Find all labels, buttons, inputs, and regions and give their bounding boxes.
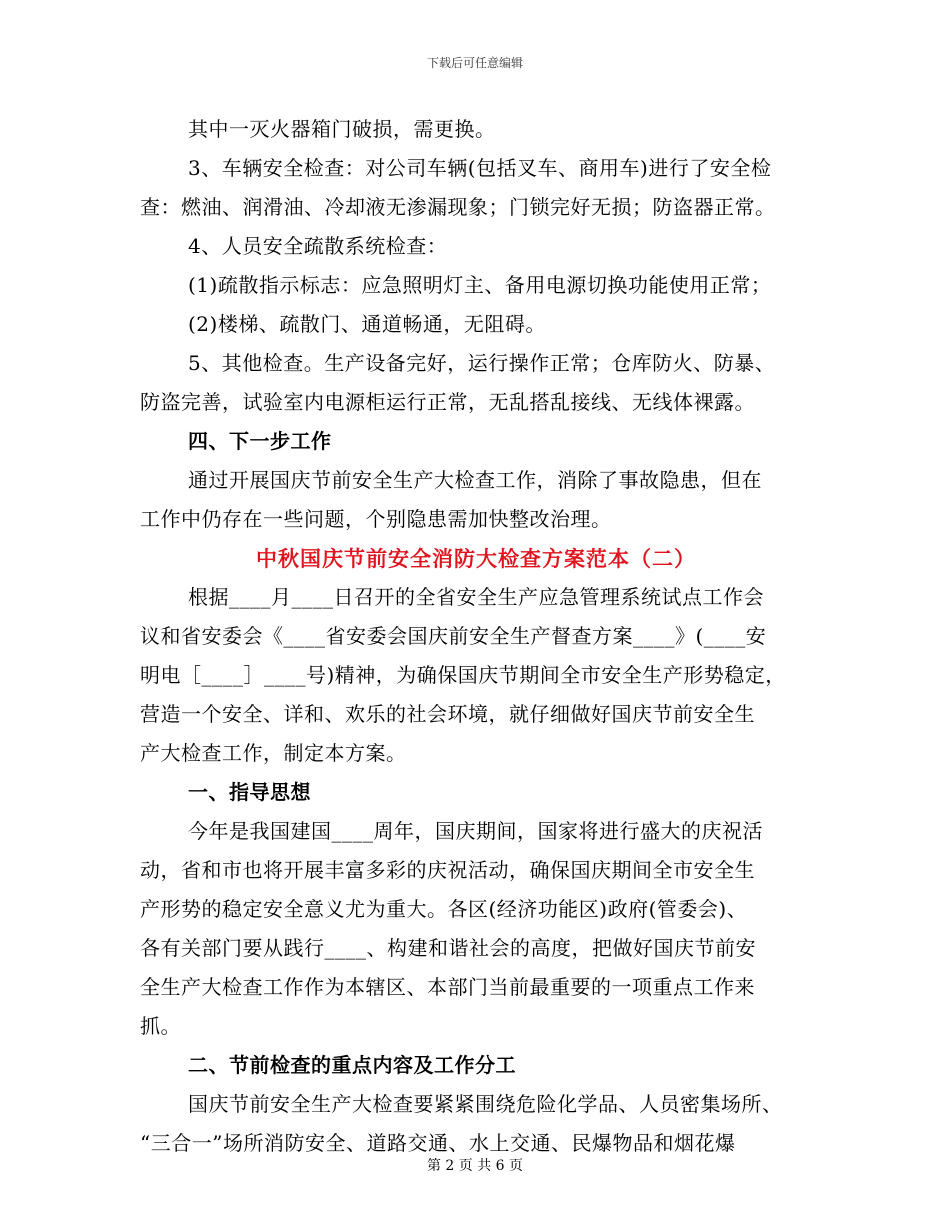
text-line: 明电［____］____号)精神，为确保国庆节期间全市安全生产形势稳定， — [140, 663, 786, 687]
text-line: (1)疏散指示标志：应急照明灯主、备用电源切换功能使用正常； — [188, 273, 772, 297]
text-line: 根据____月____日召开的全省安全生产应急管理系统试点工作会 — [188, 585, 764, 609]
text-line: 抓。 — [140, 1014, 181, 1038]
text-line: 动，省和市也将开展丰富多彩的庆祝活动，确保国庆期间全市安全生 — [140, 858, 755, 882]
text-line: 产形势的稳定安全意义尤为重大。各区(经济功能区)政府(管委会)、 — [140, 897, 748, 921]
text-line: 全生产大检查工作作为本辖区、本部门当前最重要的一项重点工作来 — [140, 975, 755, 999]
text-line: 防盗完善，试验室内电源柜运行正常，无乱搭乱接线、无线体裸露。 — [140, 390, 755, 414]
page-footer: 第 2 页 共 6 页 — [426, 1158, 524, 1174]
text-line: 产大检查工作，制定本方案。 — [140, 741, 407, 765]
text-line: (2)楼梯、疏散门、通道畅通，无阻碍。 — [188, 312, 546, 336]
text-line: 工作中仍存在一些问题，个别隐患需加快整改治理。 — [140, 507, 612, 531]
text-line: 营造一个安全、详和、欢乐的社会环境，就仔细做好国庆节前安全生 — [140, 702, 755, 726]
text-line: 通过开展国庆节前安全生产大检查工作，消除了事故隐患，但在 — [188, 468, 762, 492]
text-line: 3、车辆安全检查：对公司车辆(包括叉车、商用车)进行了安全检 — [188, 156, 772, 180]
document-body — [140, 110, 812, 1163]
document-title: 中秋国庆节前安全消防大检查方案范本（二） — [256, 546, 696, 571]
text-line: 5、其他检查。生产设备完好，运行操作正常；仓库防火、防暴、 — [188, 351, 776, 375]
text-line: 议和省安委会《____省安委会国庆前安全生产督查方案____》(____安 — [140, 624, 767, 648]
text-line: 查：燃油、润滑油、冷却液无渗漏现象；门锁完好无损；防盗器正常。 — [140, 195, 776, 219]
text-line: 各有关部门要从践行____、构建和谐社会的高度，把做好国庆节前安 — [140, 936, 756, 960]
text-line: 今年是我国建国____周年，国庆期间，国家将进行盛大的庆祝活 — [188, 819, 763, 843]
text-line: 国庆节前安全生产大检查要紧紧围绕危险化学品、人员密集场所、 — [188, 1092, 783, 1116]
section-heading: 一、指导思想 — [188, 780, 311, 804]
text-line: 其中一灭火器箱门破损，需更换。 — [188, 117, 496, 141]
text-line: 4、人员安全疏散系统检查： — [188, 234, 448, 258]
page-header: 下载后可任意编辑 — [426, 56, 523, 70]
section-heading: 二、节前检查的重点内容及工作分工 — [188, 1053, 516, 1077]
section-heading: 四、下一步工作 — [188, 429, 332, 453]
text-line: “三合一”场所消防安全、道路交通、水上交通、民爆物品和烟花爆 — [140, 1131, 736, 1155]
